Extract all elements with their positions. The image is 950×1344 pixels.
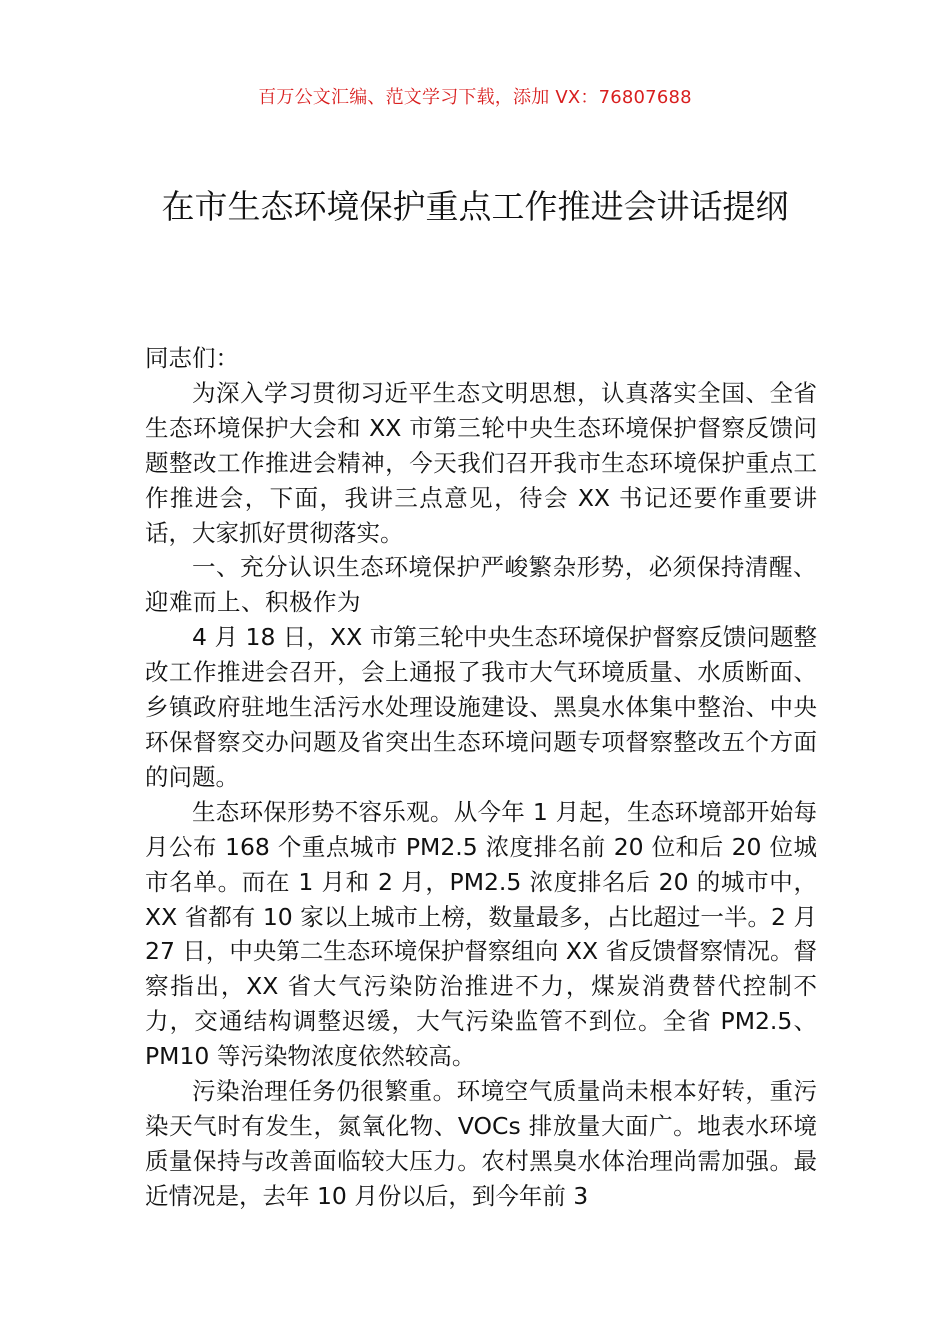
paragraph-intro: 为深入学习贯彻习近平生态文明思想，认真落实全国、全省生态环境保护大会和 XX 市第三轮中央生态环境保护督察反馈问题整改工作推进会精神，今天我们召开我市生态环境保护重点工作推进会，下面，我讲三点意见，待会 XX 书记还要作重要讲话，大家抓好贯彻落实。	[145, 378, 817, 547]
salutation: 同志们：	[145, 344, 239, 372]
page-title: 在市生态环境保护重点工作推进会讲话提纲	[161, 187, 789, 226]
paragraph-situation: 生态环保形势不容乐观。从今年 1 月起，生态环境部开始每月公布 168 个重点城市 PM2.5 浓度排名前 20 位和后 20 位城市名单。而在 1 月和 2 月，PM2.5 浓度排名后 20 的城市中，XX 省都有 10 家以上城市上榜，数量最多，占比超过一半。2 月 27 日，中央第二生态环境保护督察组向 XX 省反馈督察情况。督察指出，XX 省大气污染防治推进不力，煤炭消费替代控制不力，交通结构调整迟缓，大气污染监管不到位。全省 PM2.5、PM10 等污染物浓度依然较高。	[145, 797, 818, 1071]
header-promo-note: 百万公文汇编、范文学习下载，添加 VX：76807688	[258, 87, 692, 108]
paragraph-tasks: 污染治理任务仍很繁重。环境空气质量尚未根本好转，重污染天气时有发生，氮氧化物、VOCs 排放量大面广。地表水环境质量保持与改善面临较大压力。农村黑臭水体治理尚需加强。最近情况是，去年 10 月份以后，到今年前 3	[145, 1077, 817, 1210]
paragraph-meeting-notice: 4 月 18 日，XX 市第三轮中央生态环境保护督察反馈问题整改工作推进会召开，会上通报了我市大气环境质量、水质断面、乡镇政府驻地生活污水处理设施建设、黑臭水体集中整治、中央环保督察交办问题及省突出生态环境问题专项督察整改五个方面的问题。	[145, 623, 817, 791]
document-body	[145, 341, 817, 1214]
section-heading-one: 一、充分认识生态环境保护严峻繁杂形势，必须保持清醒、迎难而上、积极作为	[145, 553, 817, 617]
